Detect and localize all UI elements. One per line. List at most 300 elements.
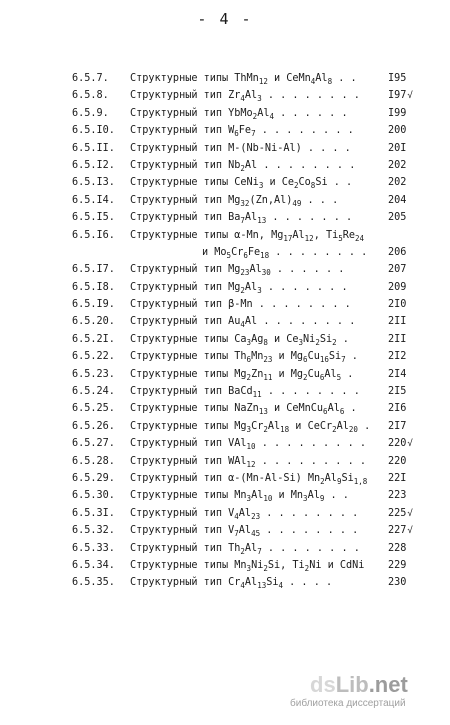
entry-number: 6.5.27. — [72, 438, 115, 450]
watermark-subtitle: библиотека диссертаций — [290, 698, 406, 709]
title-text: . . — [332, 73, 357, 84]
title-text: . . . . . . . . — [261, 386, 360, 398]
page-ref: 206 — [388, 246, 407, 258]
watermark-logo-part: ds — [310, 672, 336, 697]
entry-page — [388, 174, 406, 191]
entry-number: 6.5.II. — [72, 142, 115, 154]
title-text: . . . . . . . . — [261, 542, 360, 554]
entry-page — [388, 470, 406, 487]
entry-page — [388, 348, 406, 365]
title-text: Si — [328, 351, 342, 363]
title-text: Ni и CdNi — [309, 559, 365, 571]
checkmark-icon: √ — [407, 91, 413, 102]
page-ref: 209 — [388, 281, 407, 293]
title-text: Al — [307, 490, 320, 502]
toc-entry — [72, 487, 412, 504]
title-text: Структурный тип Th — [130, 542, 241, 554]
title-text: Структурный тип β-Mn . . . . . . . . — [130, 299, 351, 311]
formula-subscript: 5 — [226, 250, 232, 260]
title-text: (Zn,Al) — [249, 194, 293, 206]
formula-subscript: 3 — [257, 94, 262, 104]
entry-number: 6.5.3I. — [72, 507, 115, 519]
title-text: Al — [244, 281, 258, 293]
entry-number: 6.5.28. — [72, 455, 115, 467]
entry-page — [388, 192, 406, 209]
entry-page — [388, 279, 406, 296]
entry-number: 6.5.29. — [72, 472, 115, 484]
entry-title — [130, 313, 355, 330]
formula-subscript: 2 — [246, 372, 252, 382]
watermark[interactable] — [290, 672, 448, 716]
toc-entry — [72, 122, 412, 139]
entry-number: 6.5.9. — [72, 107, 109, 119]
title-text: Al — [244, 212, 258, 224]
formula-subscript: 6 — [246, 355, 252, 365]
title-text: . . . . . . — [270, 264, 345, 276]
formula-subscript: 6 — [323, 407, 328, 417]
page-ref: 202 — [388, 177, 407, 189]
formula-subscript: 2 — [332, 424, 337, 434]
title-text: Al . . . . . . . . — [244, 159, 356, 171]
entry-title — [130, 122, 354, 139]
entry-page — [388, 574, 406, 591]
entry-number: 6.5.I6. — [72, 229, 115, 241]
entry-page — [388, 505, 413, 523]
title-text: и Ce — [267, 333, 299, 345]
formula-subscript: 4 — [269, 111, 274, 121]
title-text: Структурный тип Mg — [130, 194, 241, 206]
title-text: Структурные типы NaZn — [130, 403, 259, 415]
title-text: , Ti — [313, 229, 339, 241]
page-ref: 2I5 — [388, 386, 407, 398]
formula-subscript: 10 — [263, 494, 273, 504]
page-ref: 230 — [388, 577, 407, 589]
entry-page — [388, 87, 413, 105]
toc-entry-continuation — [72, 244, 412, 261]
formula-subscript: 11 — [252, 390, 262, 400]
formula-subscript: 5 — [338, 233, 343, 243]
title-text: Fe — [247, 246, 261, 258]
title-text: . . . . . . — [273, 107, 348, 119]
page-ref: 220 — [388, 438, 407, 450]
title-text: Структурный тип W — [130, 125, 235, 137]
entry-number: 6.5.8. — [72, 90, 109, 102]
formula-subscript: 3 — [298, 337, 304, 347]
formula-subscript: 3 — [246, 563, 252, 573]
title-text: и Mg — [272, 351, 304, 363]
page-ref: 2I7 — [388, 420, 407, 432]
title-text: Al — [244, 90, 258, 102]
title-text: Ni — [303, 333, 316, 345]
formula-subscript: 13 — [257, 216, 267, 226]
entry-page — [388, 331, 406, 348]
title-text: Al — [244, 577, 258, 589]
title-text: . — [344, 403, 357, 415]
entry-title — [130, 400, 357, 417]
formula-subscript: 13 — [257, 581, 267, 591]
formula-subscript: 9 — [336, 476, 342, 486]
title-text: . . — [324, 490, 349, 502]
page-ref: 227 — [388, 525, 407, 537]
title-text: Si . . — [315, 177, 353, 189]
formula-subscript: 5 — [336, 372, 342, 382]
entry-number: 6.5.I3. — [72, 177, 115, 189]
formula-subscript: 3 — [246, 424, 252, 434]
title-text: Структурный тип M-(Nb-Ni-Al) . . . . — [130, 142, 351, 154]
formula-subscript: 2 — [263, 424, 268, 434]
entry-number: 6.5.I9. — [72, 299, 115, 311]
page-ref: 202 — [388, 159, 407, 171]
toc-entry — [72, 383, 412, 400]
title-text: Структурный тип VAl — [130, 438, 247, 450]
formula-subscript: 4 — [240, 94, 245, 104]
entry-page — [388, 557, 406, 574]
formula-subscript: 24 — [355, 233, 365, 243]
entry-number: 6.5.I5. — [72, 212, 115, 224]
entry-title — [130, 227, 364, 244]
title-text: Структурный тип Cr — [130, 577, 241, 589]
page-ref: 20I — [388, 142, 407, 154]
page-ref: I99 — [388, 107, 407, 119]
title-text: . — [336, 333, 349, 345]
title-text: . — [341, 368, 354, 380]
checkmark-icon: √ — [407, 508, 413, 519]
checkmark-icon: √ — [407, 439, 413, 450]
entry-title — [130, 105, 348, 122]
formula-subscript: 4 — [240, 320, 245, 330]
entry-page — [388, 122, 406, 139]
entry-number: 6.5.33. — [72, 542, 115, 554]
title-text: . . . . . . . . — [269, 246, 368, 258]
title-text: Структурный тип α-(Mn-Al-Si) Mn — [130, 472, 321, 484]
entry-page — [388, 105, 406, 122]
entry-number: 6.5.I7. — [72, 264, 115, 276]
toc-entry — [72, 400, 412, 417]
entry-page — [388, 400, 406, 417]
entry-number: 6.5.34. — [72, 559, 115, 571]
entry-number: 6.5.I4. — [72, 194, 115, 206]
title-text: Al — [251, 490, 264, 502]
page-ref: 2II — [388, 333, 407, 345]
title-text: и Ce — [263, 177, 294, 189]
formula-subscript: 2 — [240, 163, 245, 173]
title-text: и CeMn — [267, 73, 311, 84]
title-text: . . . . . . . . — [255, 125, 354, 137]
toc-entry — [72, 279, 412, 296]
formula-subscript: 6 — [319, 372, 325, 382]
entry-number: 6.5.35. — [72, 577, 115, 589]
formula-subscript: 3 — [246, 494, 252, 504]
title-text: Структурный тип YbMo — [130, 107, 253, 119]
entry-number: 6.5.I2. — [72, 159, 115, 171]
entry-number: 6.5.I8. — [72, 281, 115, 293]
entry-page — [388, 383, 406, 400]
entry-title — [130, 87, 360, 104]
formula-subscript: 6 — [234, 129, 239, 139]
title-text: и CeMnCu — [267, 403, 324, 415]
page-ref: 22I — [388, 472, 407, 484]
title-text: и Mn — [272, 490, 304, 502]
title-text: Si, Ti — [267, 559, 305, 571]
title-text: Структурный тип V — [130, 507, 235, 519]
title-text: Al — [238, 525, 252, 537]
toc-entry — [72, 331, 412, 348]
formula-subscript: 2 — [303, 372, 308, 382]
formula-subscript: 6 — [339, 407, 345, 417]
title-text: Ni — [251, 559, 264, 571]
title-text: Al — [324, 368, 337, 380]
title-text: . — [345, 351, 358, 363]
page-ref: 207 — [388, 264, 407, 276]
page-ref: 205 — [388, 212, 407, 224]
title-text: Структурные типы Mg — [130, 368, 247, 380]
entry-number: 6.5.26. — [72, 420, 115, 432]
formula-subscript: 4 — [234, 511, 239, 521]
page-ref: 228 — [388, 542, 407, 554]
title-text: Структурные типы Mn — [130, 559, 247, 571]
formula-subscript: 32 — [240, 198, 250, 208]
title-text: Al — [315, 73, 328, 84]
entry-page — [388, 418, 406, 435]
formula-subscript: 2 — [294, 181, 299, 191]
toc-entry — [72, 453, 412, 470]
title-text: . — [357, 420, 371, 432]
formula-subscript: 11 — [263, 372, 273, 382]
title-text: Al — [327, 403, 340, 415]
title-text: Al — [249, 264, 262, 276]
entry-title — [202, 244, 367, 261]
title-text: Структурный тип Nb — [130, 159, 241, 171]
page-ref: I95 — [388, 73, 407, 84]
entry-number: 6.5.23. — [72, 368, 115, 380]
entry-title — [130, 296, 351, 313]
page-ref: 2I2 — [388, 351, 407, 363]
formula-subscript: 20 — [348, 424, 358, 434]
title-text: Структурный тип Mg — [130, 264, 241, 276]
toc-entry — [72, 574, 412, 591]
entry-title — [130, 383, 360, 400]
page-ref: 2I6 — [388, 403, 407, 415]
title-text: Структурные типы Mg — [130, 420, 247, 432]
toc-entry — [72, 227, 412, 244]
toc-entry — [72, 366, 412, 383]
title-text: . . . . . . . — [261, 281, 348, 293]
toc-entry — [72, 348, 412, 365]
page-ref: 2II — [388, 316, 407, 328]
entry-page — [388, 540, 406, 557]
formula-subscript: 7 — [240, 216, 245, 226]
title-text: Структурный тип Au — [130, 316, 241, 328]
page-ref: 200 — [388, 125, 407, 137]
title-text: и Mg — [272, 368, 304, 380]
title-text: Cr — [251, 420, 264, 432]
entry-title — [130, 418, 370, 435]
entry-number: 6.5.30. — [72, 490, 115, 502]
formula-subscript: 49 — [292, 198, 302, 208]
entry-page — [388, 487, 406, 504]
toc-entry — [72, 87, 412, 104]
title-text: Структурные типы Mn — [130, 490, 247, 502]
title-text: Структурные типы α-Mn, Mg — [130, 229, 284, 241]
formula-subscript: 3 — [257, 285, 262, 295]
title-text: Al — [244, 542, 258, 554]
formula-subscript: 2 — [240, 546, 245, 556]
entry-title — [130, 453, 366, 470]
title-text: Al — [267, 420, 281, 432]
page-ref: 229 — [388, 559, 407, 571]
entry-title — [130, 540, 360, 557]
entry-title — [130, 279, 348, 296]
formula-subscript: 2 — [263, 563, 268, 573]
title-text: Cu — [307, 351, 320, 363]
page-ref: 204 — [388, 194, 407, 206]
entry-number: 6.5.25. — [72, 403, 115, 415]
table-of-contents — [72, 70, 412, 592]
toc-entry — [72, 105, 412, 122]
toc-entry — [72, 522, 412, 539]
title-text: Структурный тип Zr — [130, 90, 241, 102]
title-text: Al — [238, 507, 252, 519]
formula-subscript: 7 — [251, 129, 256, 139]
title-text: . . . . . . . — [266, 212, 353, 224]
entry-page — [388, 244, 406, 261]
formula-subscript: 7 — [257, 546, 262, 556]
entry-title — [130, 470, 367, 487]
formula-subscript: 1,8 — [353, 476, 368, 486]
toc-entry — [72, 157, 412, 174]
formula-subscript: 23 — [263, 355, 273, 365]
entry-title — [130, 348, 358, 365]
toc-entry — [72, 296, 412, 313]
entry-page — [388, 261, 406, 278]
entry-number: 6.5.20. — [72, 316, 115, 328]
formula-subscript: 12 — [246, 459, 256, 469]
formula-subscript: 12 — [258, 77, 268, 86]
title-text: Структурные типы CeNi — [130, 177, 259, 189]
entry-title — [130, 261, 344, 278]
title-text: Структурные типы Th — [130, 351, 247, 363]
title-text: Fe — [238, 125, 252, 137]
formula-subscript: 2 — [332, 337, 337, 347]
title-text: Структурный тип Ba — [130, 212, 241, 224]
toc-entry — [72, 209, 412, 226]
title-text: . . . . — [283, 577, 333, 589]
entry-number: 6.5.22. — [72, 351, 115, 363]
entry-title — [130, 505, 358, 522]
title-text: Структурный тип V — [130, 525, 235, 537]
formula-subscript: 45 — [251, 529, 261, 539]
watermark-logo-part: Lib — [335, 672, 369, 697]
entry-title — [130, 157, 355, 174]
formula-subscript: 30 — [261, 268, 271, 278]
page-ref: 223 — [388, 490, 407, 502]
entry-title — [130, 522, 358, 539]
title-text: и Mo — [202, 246, 227, 258]
title-text: Cr — [231, 246, 244, 258]
entry-title — [130, 209, 352, 226]
formula-subscript: 6 — [303, 355, 308, 365]
formula-subscript: 3 — [258, 181, 264, 191]
title-text: Структурные типы Ca — [130, 333, 247, 345]
title-text: и CeCr — [289, 420, 333, 432]
formula-subscript: 8 — [327, 77, 333, 86]
title-text: Cu — [307, 368, 320, 380]
entry-number: 6.5.24. — [72, 386, 115, 398]
formula-subscript: 3 — [303, 494, 308, 504]
toc-entry — [72, 557, 412, 574]
title-text: Структурный тип WAl — [130, 455, 247, 467]
title-text: Структурные типы ThMn — [130, 73, 259, 84]
title-text: Mn — [251, 351, 264, 363]
title-text: Ag — [251, 333, 264, 345]
entry-page — [388, 157, 406, 174]
toc-entry — [72, 470, 412, 487]
entry-title — [130, 331, 349, 348]
formula-subscript: 2 — [320, 476, 325, 486]
title-text: . . . . . . . . — [260, 507, 359, 519]
formula-subscript: 9 — [319, 494, 325, 504]
entry-number: 6.5.I0. — [72, 125, 115, 137]
title-text: Структурный тип Mg — [130, 281, 241, 293]
title-text: Al — [292, 229, 305, 241]
title-text: Si — [319, 333, 333, 345]
formula-subscript: 23 — [251, 511, 261, 521]
formula-subscript: 13 — [258, 407, 268, 417]
formula-subscript: 2 — [304, 563, 310, 573]
title-text: Si — [341, 472, 354, 484]
entry-title — [130, 174, 352, 191]
formula-subscript: 16 — [319, 355, 329, 365]
formula-subscript: 23 — [240, 268, 250, 278]
checkmark-icon: √ — [407, 526, 413, 537]
toc-entry — [72, 140, 412, 157]
entry-page — [388, 70, 406, 87]
entry-page — [388, 209, 406, 226]
entry-number: 6.5.2I. — [72, 333, 115, 345]
title-text: Al — [336, 420, 349, 432]
entry-title — [130, 70, 357, 87]
entry-page — [388, 140, 406, 157]
formula-subscript: 4 — [278, 581, 284, 591]
toc-entry — [72, 174, 412, 191]
entry-page — [388, 453, 406, 470]
toc-entry — [72, 313, 412, 330]
toc-entry — [72, 540, 412, 557]
toc-entry — [72, 261, 412, 278]
formula-subscript: 2 — [252, 111, 258, 121]
entry-page — [388, 522, 413, 540]
formula-subscript: 2 — [240, 285, 245, 295]
toc-entry — [72, 192, 412, 209]
entry-number: 6.5.7. — [72, 73, 109, 84]
entry-number: 6.5.32. — [72, 525, 115, 537]
page-ref: 2I4 — [388, 368, 407, 380]
toc-entry — [72, 505, 412, 522]
formula-subscript: 7 — [341, 355, 346, 365]
title-text: Zn — [251, 368, 264, 380]
entry-title — [130, 487, 349, 504]
title-text: Al — [257, 107, 270, 119]
formula-subscript: 6 — [243, 250, 248, 260]
formula-subscript: 8 — [263, 337, 268, 347]
entry-title — [130, 366, 353, 383]
formula-subscript: 10 — [246, 442, 256, 452]
title-text: . . . . . . . . . — [255, 455, 366, 467]
page-ref: 2I0 — [388, 299, 407, 311]
entry-title — [130, 435, 366, 452]
toc-entry — [72, 70, 412, 87]
formula-subscript: 4 — [240, 581, 245, 591]
